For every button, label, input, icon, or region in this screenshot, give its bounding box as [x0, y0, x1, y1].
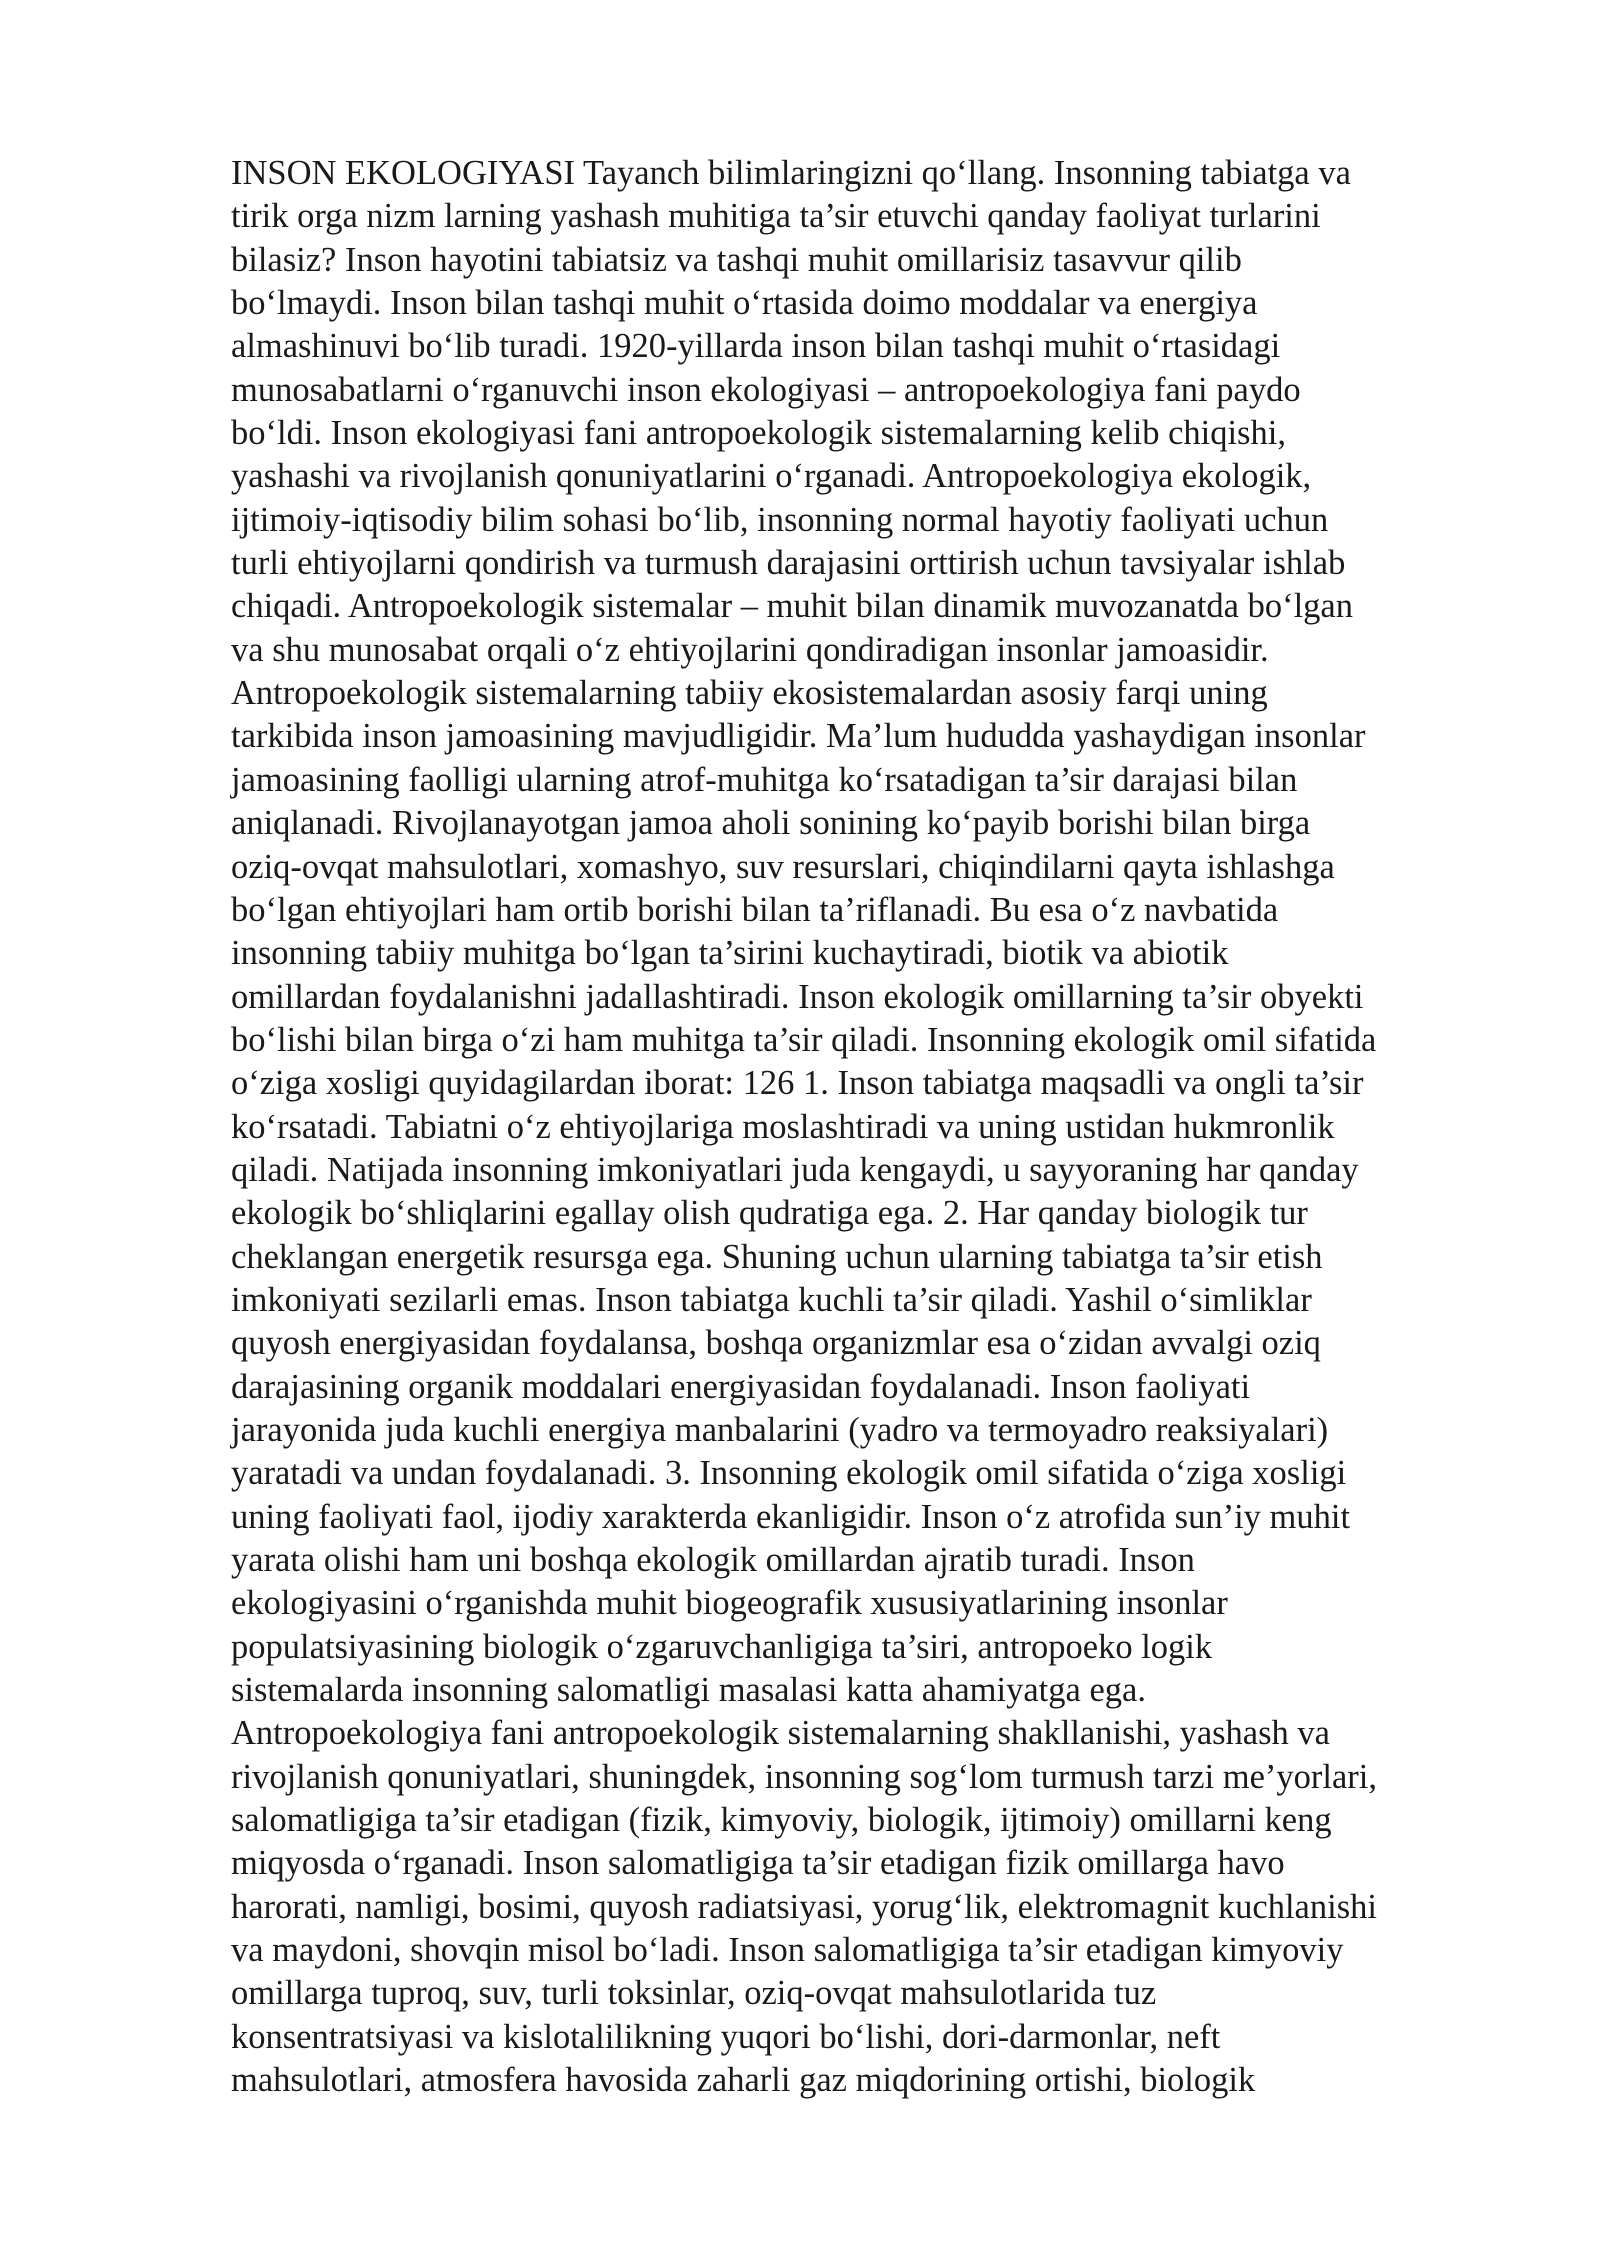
text-line: Antropoekologik sistemalarning tabiiy ekosistemalardan asosiy farqi uning: [231, 674, 1268, 713]
text-line: bo‘lmaydi. Inson bilan tashqi muhit o‘rtasida doimo moddalar va energiya: [231, 284, 1258, 323]
text-line: miqyosda o‘rganadi. Inson salomatligiga ta’sir etadigan fizik omillarga havo: [231, 1844, 1285, 1883]
text-line: konsentratsiyasi va kislotalilikning yuqori bo‘lishi, dori-darmonlar, neft: [231, 2017, 1221, 2056]
text-line: ekologiyasini o‘rganishda muhit biogeografik xususiyatlarining insonlar: [231, 1584, 1228, 1623]
text-line: harorati, namligi, bosimi, quyosh radiatsiyasi, yorug‘lik, elektromagnit kuchlanishi: [231, 1887, 1377, 1926]
text-line: va maydoni, shovqin misol bo‘ladi. Inson salomatligiga ta’sir etadigan kimyoviy: [231, 1931, 1344, 1970]
text-line: tarkibida inson jamoasining mavjudligidir. Ma’lum hududda yashaydigan insonlar: [231, 717, 1366, 756]
text-line: chiqadi. Antropoekologik sistemalar – muhit bilan dinamik muvozanatda bo‘lgan: [231, 587, 1353, 626]
text-line: omillarga tuproq, suv, turli toksinlar, oziq-ovqat mahsulotlarida tuz: [231, 1974, 1157, 2013]
text-line: almashinuvi bo‘lib turadi. 1920-yillarda inson bilan tashqi muhit o‘rtasidagi: [231, 327, 1281, 366]
text-line: populatsiyasining biologik o‘zgaruvchanligiga ta’siri, antropoeko logik: [231, 1627, 1213, 1666]
text-line: munosabatlarni o‘rganuvchi inson ekologiyasi – antropoekologiya fani paydo: [231, 370, 1301, 409]
text-line: oziq-ovqat mahsulotlari, xomashyo, suv resurslari, chiqindilarni qayta ishlashga: [231, 847, 1335, 886]
text-line: ekologik bo‘shliqlarini egallay olish qudratiga ega. 2. Har qanday biologik tur: [231, 1194, 1308, 1233]
text-line: insonning tabiiy muhitga bo‘lgan ta’sirini kuchaytiradi, biotik va abiotik: [231, 934, 1229, 973]
text-line: bilasiz? Inson hayotini tabiatsiz va tashqi muhit omillarisiz tasavvur qilib: [231, 240, 1242, 279]
text-line: ijtimoiy-iqtisodiy bilim sohasi bo‘lib, insonning normal hayotiy faoliyati uchun: [231, 500, 1329, 539]
text-line: qiladi. Natijada insonning imkoniyatlari juda kengaydi, u sayyoraning har qanday: [231, 1150, 1359, 1189]
text-line: jamoasining faolligi ularning atrof-muhitga ko‘rsatadigan ta’sir darajasi bilan: [231, 760, 1298, 799]
text-line: mahsulotlari, atmosfera havosida zaharli gaz miqdorining ortishi, biologik: [231, 2061, 1256, 2100]
text-line: bo‘lishi bilan birga o‘zi ham muhitga ta’sir qiladi. Insonning ekologik omil sifatida: [231, 1020, 1377, 1059]
text-line: imkoniyati sezilarli emas. Inson tabiatga kuchli ta’sir qiladi. Yashil o‘simliklar: [231, 1280, 1312, 1319]
text-line: salomatligiga ta’sir etadigan (fizik, kimyoviy, biologik, ijtimoiy) omillarni keng: [231, 1801, 1332, 1840]
text-line: uning faoliyati faol, ijodiy xarakterda ekanligidir. Inson o‘z atrofida sun’iy muhit: [231, 1497, 1351, 1536]
text-line: ko‘rsatadi. Tabiatni o‘z ehtiyojlariga moslashtiradi va uning ustidan hukmronlik: [231, 1107, 1335, 1146]
text-line: Antropoekologiya fani antropoekologik sistemalarning shakllanishi, yashash va: [231, 1714, 1330, 1753]
text-line: o‘ziga xosligi quyidagilardan iborat: 126 1. Inson tabiatga maqsadli va ongli ta’sir: [231, 1064, 1364, 1103]
body-text: [231, 152, 1501, 2102]
text-line: yarata olishi ham uni boshqa ekologik omillardan ajratib turadi. Inson: [231, 1541, 1195, 1579]
text-line: yaratadi va undan foydalanadi. 3. Insonning ekologik omil sifatida o‘ziga xosligi: [231, 1454, 1347, 1493]
text-line: yashashi va rivojlanish qonuniyatlarini o‘rganadi. Antropoekologiya ekologik,: [231, 457, 1312, 496]
text-line: aniqlanadi. Rivojlanayotgan jamoa aholi sonining ko‘payib borishi bilan birga: [231, 804, 1311, 843]
text-line: bo‘lgan ehtiyojlari ham ortib borishi bilan ta’riflanadi. Bu esa o‘z navbatida: [231, 890, 1279, 929]
text-line: va shu munosabat orqali o‘z ehtiyojlarini qondiradigan insonlar jamoasidir.: [231, 630, 1269, 669]
text-line: cheklangan energetik resursga ega. Shuning uchun ularning tabiatga ta’sir etish: [231, 1237, 1323, 1276]
text-line: quyosh energiyasidan foydalansa, boshqa organizmlar esa o‘zidan avvalgi oziq: [231, 1324, 1321, 1363]
text-line: sistemalarda insonning salomatligi masalasi katta ahamiyatga ega.: [231, 1671, 1146, 1710]
text-line: tirik orga nizm larning yashash muhitiga ta’sir etuvchi qanday faoliyat turlarini: [231, 197, 1321, 236]
text-line: INSON EKOLOGIYASI Tayanch bilimlaringizni qo‘llang. Insonning tabiatga va: [231, 154, 1351, 192]
text-line: omillardan foydalanishni jadallashtiradi. Inson ekologik omillarning ta’sir obyekti: [231, 977, 1364, 1016]
text-line: jarayonida juda kuchli energiya manbalarini (yadro va termoyadro reaksiyalari): [231, 1410, 1329, 1449]
text-line: bo‘ldi. Inson ekologiyasi fani antropoekologik sistemalarning kelib chiqishi,: [231, 414, 1286, 453]
text-line: rivojlanish qonuniyatlari, shuningdek, insonning sog‘lom turmush tarzi me’yorlari,: [231, 1757, 1377, 1796]
text-line: darajasining organik moddalari energiyasidan foydalanadi. Inson faoliyati: [231, 1367, 1251, 1406]
text-line: turli ehtiyojlarni qondirish va turmush darajasini orttirish uchun tavsiyalar ishlab: [231, 544, 1346, 583]
